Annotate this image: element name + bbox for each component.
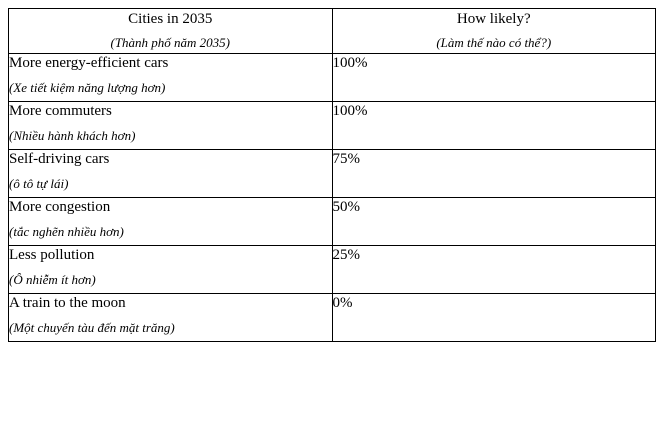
table-row [9, 246, 656, 294]
table-row [9, 294, 656, 342]
row-item-en: More energy-efficient cars [9, 55, 169, 71]
table-header-row [9, 9, 656, 54]
row-likelihood-value: 100% [332, 103, 368, 119]
table-row [9, 54, 656, 102]
header-cell-likelihood [332, 9, 656, 54]
row-item-vi: (ô tô tự lái) [9, 176, 69, 191]
row-item-en: More commuters [9, 103, 112, 119]
header-cell-topic [9, 9, 333, 54]
row-item-en: A train to the moon [9, 295, 126, 311]
table-row [9, 198, 656, 246]
likelihood-table [8, 8, 656, 342]
row-likelihood-value: 50% [332, 199, 360, 215]
header-likelihood-en: How likely? [456, 11, 531, 27]
row-likelihood-cell [332, 102, 656, 150]
table-row [9, 150, 656, 198]
row-item-cell [9, 198, 333, 246]
header-likelihood-vi: (Làm thế nào có thể?) [436, 35, 552, 50]
row-item-cell [9, 246, 333, 294]
row-item-cell [9, 54, 333, 102]
row-item-en: Self-driving cars [9, 151, 110, 167]
header-topic-vi: (Thành phố năm 2035) [110, 35, 231, 50]
row-item-vi: (Một chuyến tàu đến mặt trăng) [9, 320, 175, 335]
row-item-cell [9, 102, 333, 150]
row-likelihood-value: 25% [332, 247, 360, 263]
header-topic-en: Cities in 2035 [128, 11, 213, 27]
row-likelihood-cell [332, 246, 656, 294]
table-row [9, 102, 656, 150]
row-likelihood-cell [332, 150, 656, 198]
row-likelihood-value: 0% [332, 295, 353, 311]
row-item-cell [9, 150, 333, 198]
row-likelihood-value: 100% [332, 55, 368, 71]
row-item-en: More congestion [9, 199, 111, 215]
row-item-en: Less pollution [9, 247, 95, 263]
row-likelihood-cell [332, 54, 656, 102]
row-item-vi: (tắc nghẽn nhiều hơn) [9, 224, 124, 239]
row-likelihood-cell [332, 198, 656, 246]
row-item-vi: (Nhiều hành khách hơn) [9, 128, 136, 143]
row-item-vi: (Ô nhiễm ít hơn) [9, 272, 96, 287]
row-item-cell [9, 294, 333, 342]
row-item-vi: (Xe tiết kiệm năng lượng hơn) [9, 80, 166, 95]
row-likelihood-value: 75% [332, 151, 360, 167]
row-likelihood-cell [332, 294, 656, 342]
